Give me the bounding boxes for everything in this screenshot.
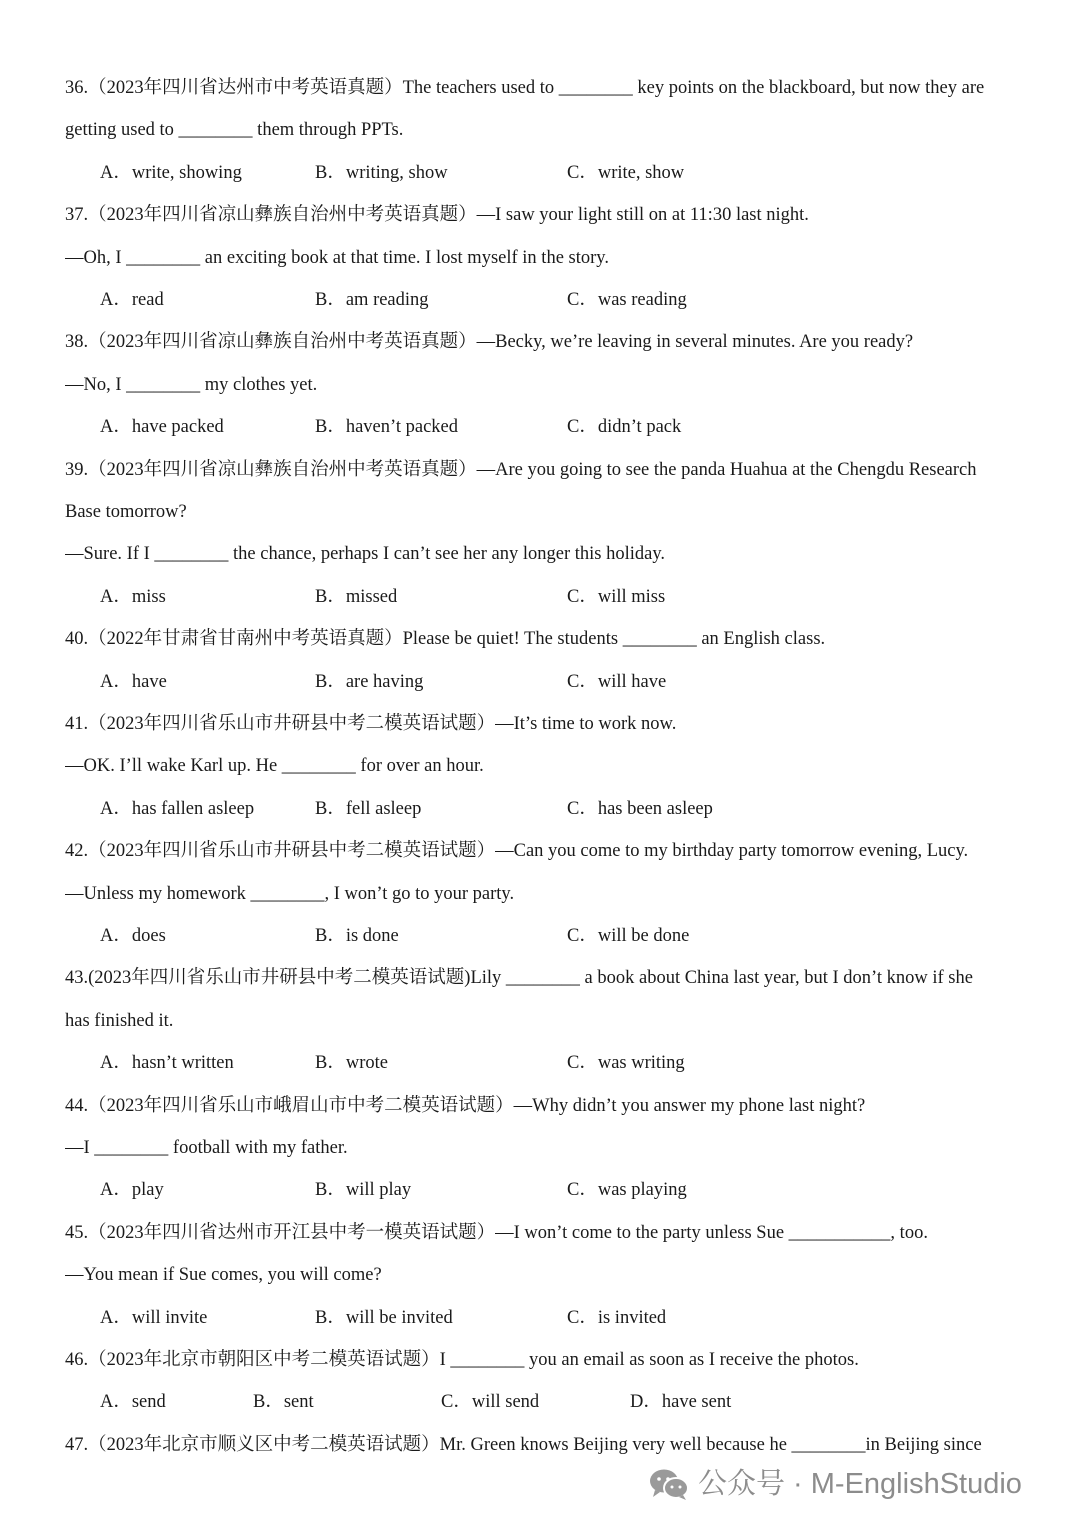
answer-options: [100, 1306, 1020, 1330]
question-stem: 37.（2023年四川省凉山彝族自治州中考英语真题）—I saw your light still on at 11:30 last night.: [65, 205, 809, 226]
question-line: —Sure. If I ________ the chance, perhaps I can’t see her any longer this holiday.: [65, 544, 666, 565]
answer-options: [100, 670, 1020, 694]
question-stem: 38.（2023年四川省凉山彝族自治州中考英语真题）—Becky, we’re leaving in several minutes. Are you ready?: [65, 332, 914, 353]
answer-option[interactable]: A．have packed: [100, 417, 224, 438]
question-stem: 36.（2023年四川省达州市中考英语真题）The teachers used to ________ key points on the blackboard, but now they are: [65, 78, 985, 98]
answer-option[interactable]: A．send: [100, 1392, 166, 1413]
answer-option[interactable]: A．does: [100, 926, 166, 946]
answer-option[interactable]: B．haven’t packed: [315, 417, 458, 438]
answer-options: [100, 1178, 1020, 1202]
question-stem: 40.（2022年甘肃省甘南州中考英语真题）Please be quiet! The students ________ an English class.: [65, 629, 826, 650]
answer-option[interactable]: B．are having: [315, 671, 424, 692]
watermark-text: 公众号 · M-EnglishStudio: [698, 1468, 1022, 1500]
answer-option[interactable]: A．write, showing: [100, 162, 242, 183]
answer-option[interactable]: C．will send: [441, 1392, 540, 1413]
question-stem: 43.(2023年四川省乐山市井研县中考二模英语试题)Lily ________ a book about China last year, but I don’t know if she: [65, 968, 973, 989]
answer-option[interactable]: A．will invite: [100, 1307, 208, 1328]
question-stem: 47.（2023年北京市顺义区中考二模英语试题）Mr. Green knows Beijing very well because he ________in Beijing since: [65, 1434, 982, 1455]
wechat-icon: [648, 1467, 690, 1501]
answer-option[interactable]: B．sent: [253, 1392, 314, 1413]
answer-options: [100, 288, 1020, 312]
answer-option[interactable]: C．was writing: [567, 1053, 685, 1074]
answer-option[interactable]: C．will be done: [567, 926, 690, 946]
answer-option[interactable]: C．has been asleep: [567, 798, 713, 819]
question-line: —I ________ football with my father.: [65, 1138, 348, 1158]
answer-option[interactable]: C．will miss: [567, 586, 666, 607]
answer-option[interactable]: A．hasn’t written: [100, 1053, 234, 1074]
question-line: getting used to ________ them through PPTs.: [65, 120, 404, 141]
answer-option[interactable]: B．writing, show: [315, 162, 448, 183]
answer-option[interactable]: C．is invited: [567, 1307, 667, 1328]
answer-options: [100, 924, 1020, 948]
answer-options: [100, 1051, 1020, 1075]
question-line: —Unless my homework ________, I won’t go to your party.: [65, 883, 515, 904]
answer-option[interactable]: B．missed: [315, 586, 398, 607]
question-stem: 45.（2023年四川省达州市开江县中考一模英语试题）—I won’t come to the party unless Sue ___________, too.: [65, 1222, 928, 1243]
question-stem: 44.（2023年四川省乐山市峨眉山市中考二模英语试题）—Why didn’t you answer my phone last night?: [65, 1095, 866, 1116]
question-stem: 46.（2023年北京市朝阳区中考二模英语试题）I ________ you an email as soon as I receive the photos.: [65, 1350, 859, 1370]
answer-option[interactable]: C．didn’t pack: [567, 417, 682, 438]
watermark: [648, 1462, 1058, 1506]
answer-option[interactable]: B．am reading: [315, 290, 429, 310]
question-stem: 41.（2023年四川省乐山市井研县中考二模英语试题）—It’s time to work now.: [65, 714, 677, 734]
answer-option[interactable]: B．wrote: [315, 1053, 388, 1074]
question-line: —You mean if Sue comes, you will come?: [65, 1265, 382, 1286]
answer-option[interactable]: A．have: [100, 671, 167, 692]
question-line: —OK. I’ll wake Karl up. He ________ for over an hour.: [65, 756, 484, 777]
answer-option[interactable]: A．play: [100, 1180, 164, 1201]
answer-options: [100, 161, 1020, 185]
question-line: Base tomorrow?: [65, 502, 187, 522]
answer-option[interactable]: D．have sent: [630, 1392, 732, 1413]
question-line: has finished it.: [65, 1010, 174, 1031]
question-line: —No, I ________ my clothes yet.: [65, 374, 318, 395]
question-stem: 39.（2023年四川省凉山彝族自治州中考英语真题）—Are you going to see the panda Huahua at the Chengdu Research: [65, 459, 977, 480]
answer-option[interactable]: B．fell asleep: [315, 798, 422, 819]
answer-option[interactable]: C．was playing: [567, 1180, 687, 1201]
answer-option[interactable]: B．is done: [315, 926, 399, 946]
answer-option[interactable]: B．will play: [315, 1180, 412, 1201]
answer-option[interactable]: A．miss: [100, 586, 166, 607]
answer-option[interactable]: B．will be invited: [315, 1307, 453, 1328]
answer-options: [100, 797, 1020, 821]
answer-option[interactable]: C．will have: [567, 671, 667, 692]
answer-option[interactable]: C．write, show: [567, 162, 685, 183]
answer-option[interactable]: A．has fallen asleep: [100, 798, 255, 819]
question-stem: 42.（2023年四川省乐山市井研县中考二模英语试题）—Can you come to my birthday party tomorrow evening, Lucy.: [65, 841, 969, 862]
answer-option[interactable]: C．was reading: [567, 290, 687, 310]
answer-option[interactable]: A．read: [100, 290, 164, 310]
question-line: —Oh, I ________ an exciting book at that time. I lost myself in the story.: [65, 247, 609, 268]
answer-options: [100, 1390, 1020, 1414]
answer-options: [100, 585, 1020, 609]
answer-options: [100, 415, 1020, 439]
